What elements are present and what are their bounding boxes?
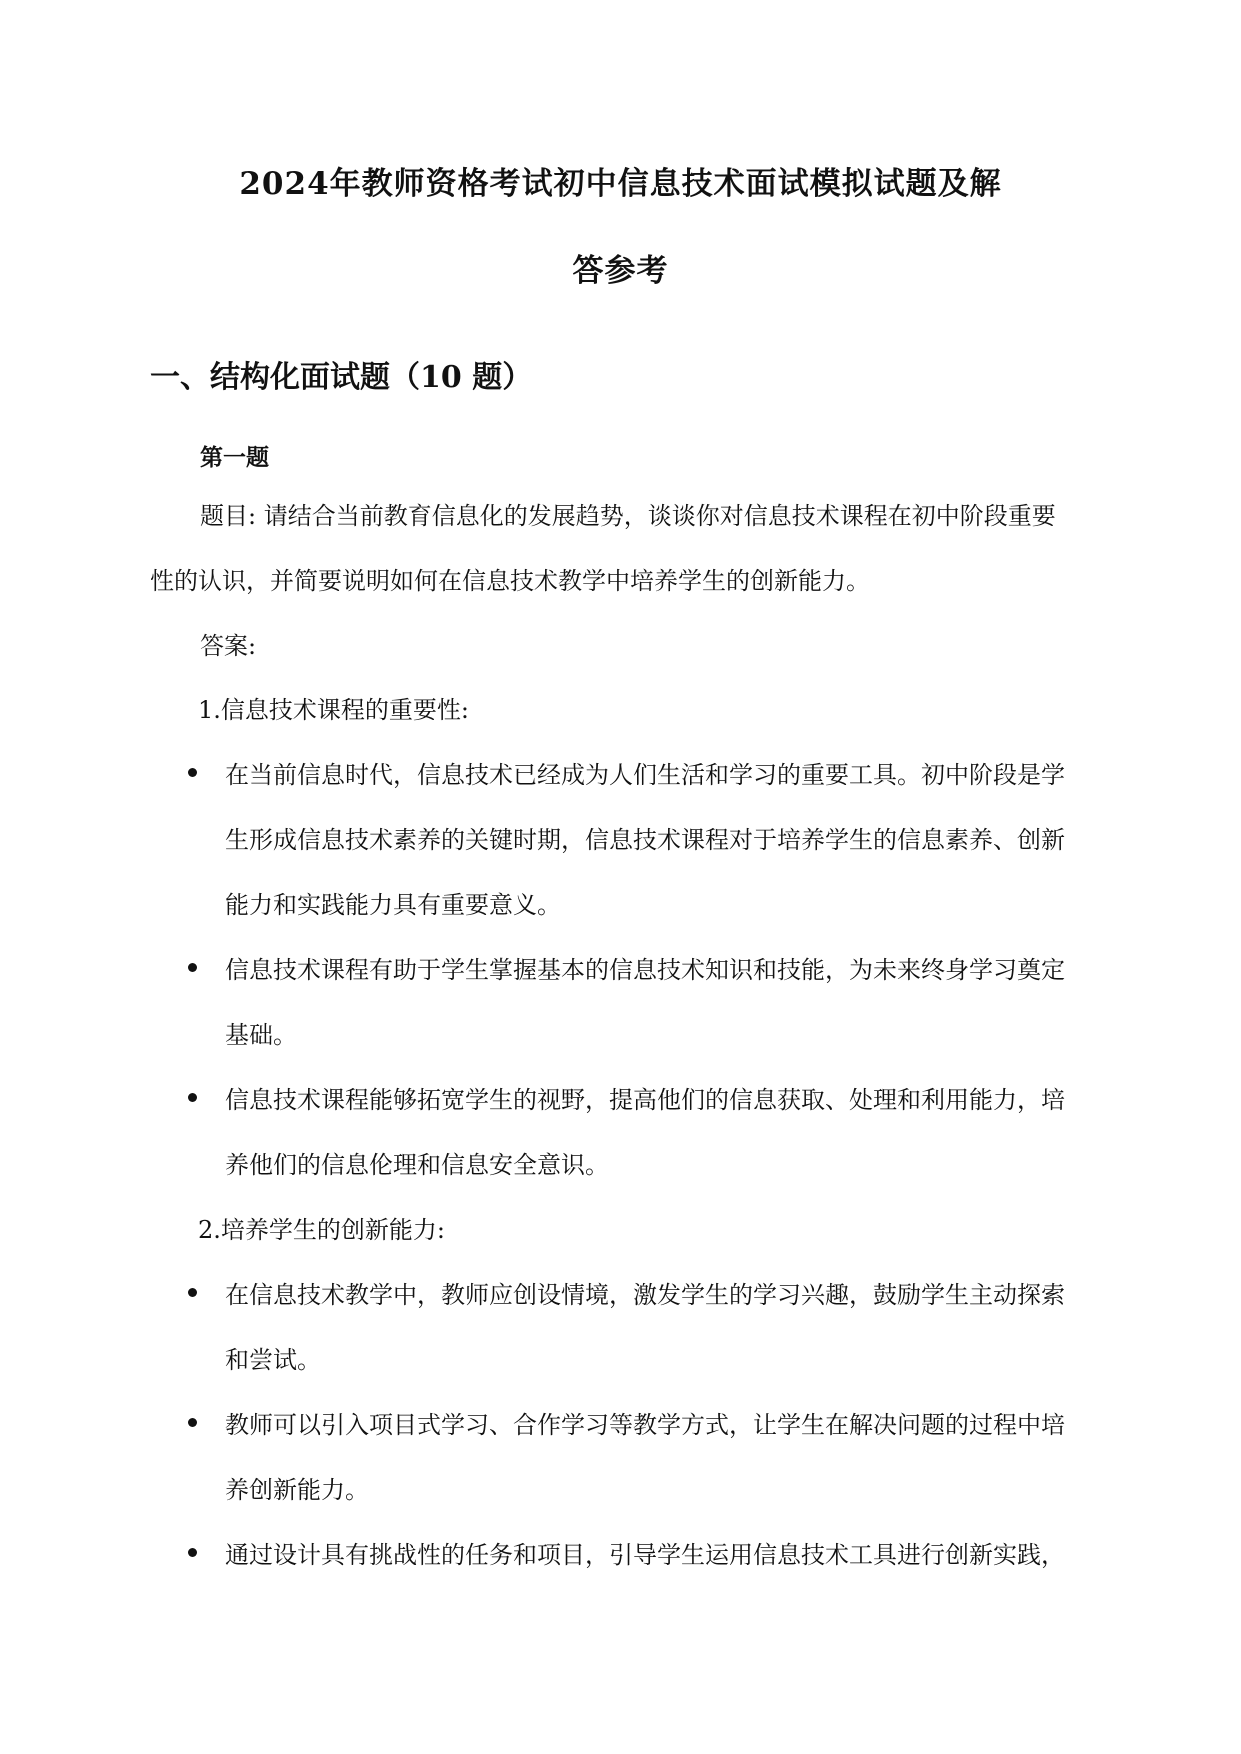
question-text-line-1: 题目: 请结合当前教育信息化的发展趋势，谈谈你对信息技术课程在初中阶段重要 xyxy=(200,502,1056,530)
bullet-1-2-line-2: 基础。 xyxy=(225,1021,297,1049)
point-2-heading: 2.培养学生的创新能力: xyxy=(198,1216,445,1244)
bullet-marker xyxy=(188,1288,197,1297)
bullet-1-3-line-1: 信息技术课程能够拓宽学生的视野，提高他们的信息获取、处理和利用能力，培 xyxy=(225,1086,1065,1114)
bullet-2-2-line-1: 教师可以引入项目式学习、合作学习等教学方式，让学生在解决问题的过程中培 xyxy=(225,1411,1065,1439)
point-1-heading: 1.信息技术课程的重要性: xyxy=(198,696,469,724)
question-text-line-2: 性的认识，并简要说明如何在信息技术教学中培养学生的创新能力。 xyxy=(150,567,870,595)
document-title-line-2: 答参考 xyxy=(572,253,669,289)
bullet-marker xyxy=(188,963,197,972)
section-heading: 一、结构化面试题（10 题） xyxy=(150,360,533,395)
bullet-1-1-line-1: 在当前信息时代，信息技术已经成为人们生活和学习的重要工具。初中阶段是学 xyxy=(225,761,1065,789)
bullet-2-1-line-1: 在信息技术教学中，教师应创设情境，激发学生的学习兴趣，鼓励学生主动探索 xyxy=(225,1281,1065,1309)
bullet-1-1-line-3: 能力和实践能力具有重要意义。 xyxy=(225,891,561,919)
bullet-2-1-line-2: 和尝试。 xyxy=(225,1346,321,1374)
bullet-marker xyxy=(188,1093,197,1102)
bullet-1-1-line-2: 生形成信息技术素养的关键时期，信息技术课程对于培养学生的信息素养、创新 xyxy=(225,826,1065,854)
bullet-2-2-line-2: 养创新能力。 xyxy=(225,1476,369,1504)
document-title-line-1: 2024年教师资格考试初中信息技术面试模拟试题及解 xyxy=(239,166,1002,202)
question-label: 第一题 xyxy=(200,444,269,471)
bullet-marker xyxy=(188,1418,197,1427)
bullet-1-3-line-2: 养他们的信息伦理和信息安全意识。 xyxy=(225,1151,609,1179)
answer-label: 答案: xyxy=(200,632,257,660)
bullet-marker xyxy=(188,1548,197,1557)
bullet-marker xyxy=(188,768,197,777)
bullet-2-3-line-1: 通过设计具有挑战性的任务和项目，引导学生运用信息技术工具进行创新实践， xyxy=(225,1541,1065,1569)
bullet-1-2-line-1: 信息技术课程有助于学生掌握基本的信息技术知识和技能，为未来终身学习奠定 xyxy=(225,956,1065,984)
